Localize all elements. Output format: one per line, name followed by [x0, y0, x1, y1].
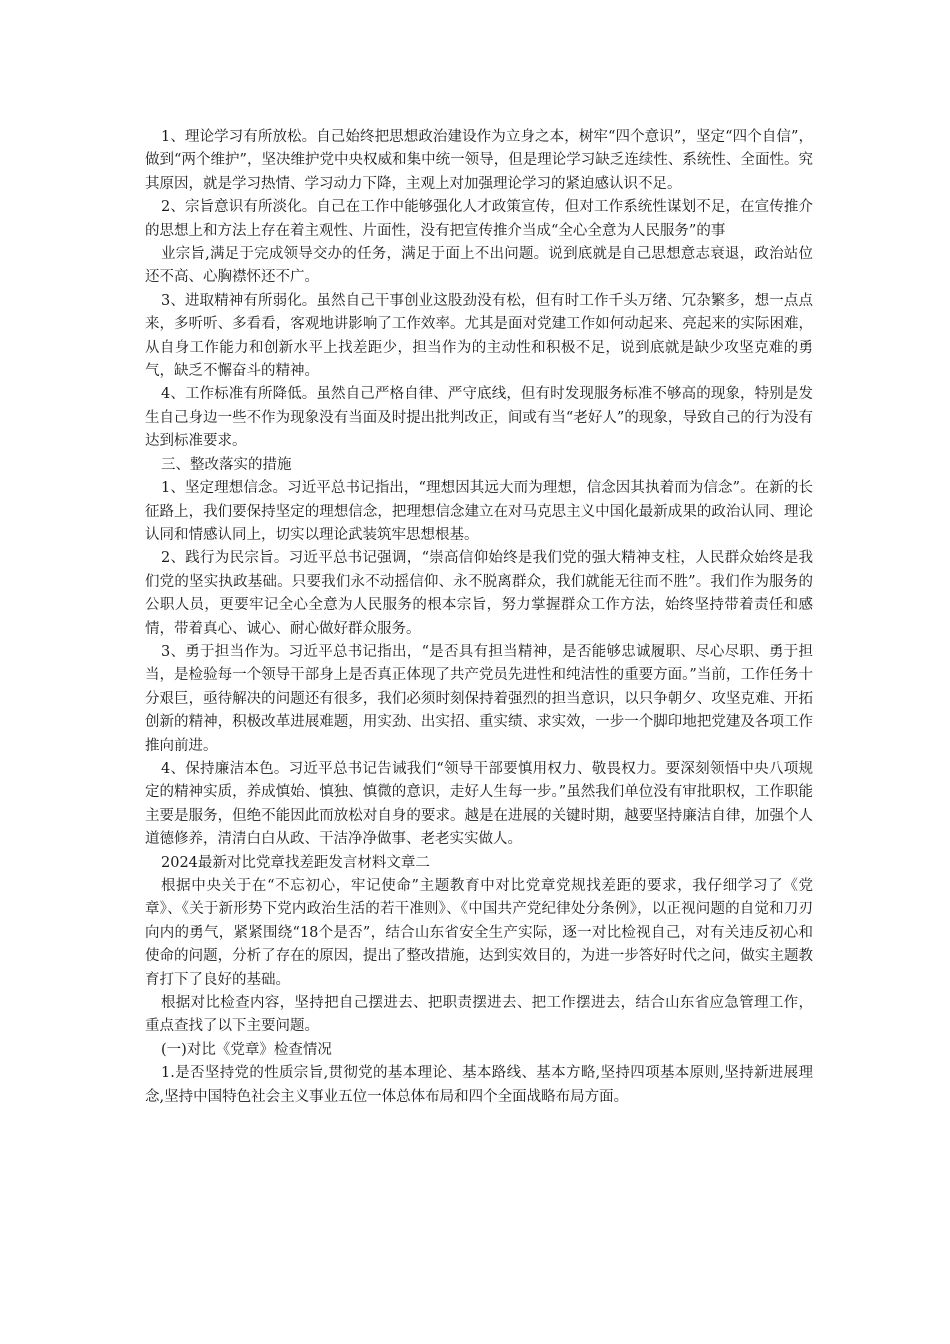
paragraph-purpose-awareness: 2、宗旨意识有所淡化。自己在工作中能够强化人才政策宣传，但对工作系统性谋划不足，在宣传推介的思想上和方法上存在着主观性、片面性，没有把宣传推介当成“全心全意为人民服务”的事	[145, 199, 813, 239]
section-heading-rectification: 三、整改落实的措施	[161, 456, 292, 473]
paragraph-party-nature: 1.是否坚持党的性质宗旨,贯彻党的基本理论、基本路线、基本方略,坚持四项基本原则,坚持新进展理念,坚持中国特色社会主义事业五位一体总体布局和四个全面战略布局方面。	[145, 1065, 813, 1105]
document-body	[145, 126, 813, 1109]
article-two-title: 2024最新对比党章找差距发言材料文章二	[161, 854, 430, 871]
paragraph-enterprising-spirit: 3、进取精神有所弱化。虽然自己干事创业这股劲没有松，但有时工作千头万绪、冗杂繁多，想一点点来，多听听、多看看，客观地讲影响了工作效率。尤其是面对党建工作如何动起来、亮起来的实际困难，从自身工作能力和创新水平上找差距少，担当作为的主动性和积极不足，说到底就是缺少攻坚克难的勇气，缺乏不懈奋斗的精神。	[145, 292, 813, 380]
paragraph-take-responsibility: 3、勇于担当作为。习近平总书记指出，“是否具有担当精神，是否能够忠诚履职、尽心尽职、勇于担当，是检验每一个领导干部身上是否真正体现了共产党员先进性和纯洁性的重要方面。”当前，工作任务十分艰巨，亟待解决的问题还有很多，我们必须时刻保持着强烈的担当意识，以只争朝夕、攻坚克难、开拓创新的精神，积极改革进展难题，用实劲、出实招、重实绩、求实效，一步一个脚印地把党建及各项工作推向前进。	[145, 643, 813, 754]
subsection-heading-party-constitution: (一)对比《党章》检查情况	[161, 1041, 332, 1058]
paragraph-theory-study: 1、理论学习有所放松。自己始终把思想政治建设作为立身之本，树牢“四个意识”，坚定“四个自信”，做到“两个维护”，坚决维护党中央权威和集中统一领导，但是理论学习缺乏连续性、系统性、全面性。究其原因，就是学习热情、学习动力下降，主观上对加强理论学习的紧迫感认识不足。	[145, 129, 813, 192]
paragraph-purpose-continued: 业宗旨,满足于完成领导交办的任务，满足于面上不出问题。说到底就是自己思想意志衰退，政治站位还不高、心胸襟怀还不广。	[145, 246, 813, 286]
paragraph-work-standards: 4、工作标准有所降低。虽然自己严格自律、严守底线，但有时发现服务标准不够高的现象，特别是发生自己身边一些不作为现象没有当面及时提出批判改正，间或有当“老好人”的现象，导致自己的行为没有达到标准要求。	[145, 386, 813, 450]
paragraph-central-requirements: 根据中央关于在“不忘初心，牢记使命”主题教育中对比党章党规找差距的要求，我仔细学习了《党章》、《关于新形势下党内政治生活的若干准则》、《中国共产党纪律处分条例》，以正视问题的自觉和刀刃向内的勇气，紧紧围绕“18个是否”，结合山东省安全生产实际，逐一对比检视自己，对有关违反初心和使命的问题，分析了存在的原因，提出了整改措施，达到实效目的，为进一步答好时代之问，做实主题教育打下了良好的基础。	[145, 878, 813, 988]
paragraph-serve-people: 2、践行为民宗旨。习近平总书记强调，“崇高信仰始终是我们党的强大精神支柱，人民群众始终是我们党的坚实执政基础。只要我们永不动摇信仰、永不脱离群众，我们就能无往而不胜”。我们作为服务的公职人员，更要牢记全心全意为人民服务的根本宗旨，努力掌握群众工作方法，始终坚持带着责任和感情，带着真心、诚心、耐心做好群众服务。	[145, 550, 813, 637]
paragraph-firm-ideals: 1、坚定理想信念。习近平总书记指出，“理想因其远大而为理想，信念因其执着而为信念”。在新的长征路上，我们要保持坚定的理想信念，把理想信念建立在对马克思主义中国化最新成果的政治认同、理论认同和情感认同上，切实以理论武装筑牢思想根基。	[145, 480, 813, 543]
paragraph-inspection-content: 根据对比检查内容，坚持把自己摆进去、把职责摆进去、把工作摆进去，结合山东省应急管理工作，重点查找了以下主要问题。	[145, 995, 813, 1035]
paragraph-integrity: 4、保持廉洁本色。习近平总书记告诫我们“领导干部要慎用权力、敬畏权力。要深刻领悟中央八项规定的精神实质，养成慎始、慎独、慎微的意识，走好人生每一步。”虽然我们单位没有审批职权，工作职能主要是服务，但绝不能因此而放松对自身的要求。越是在进展的关键时期，越要坚持廉洁自律，加强个人道德修养，清清白白从政、干洁净净做事、老老实实做人。	[145, 760, 813, 848]
